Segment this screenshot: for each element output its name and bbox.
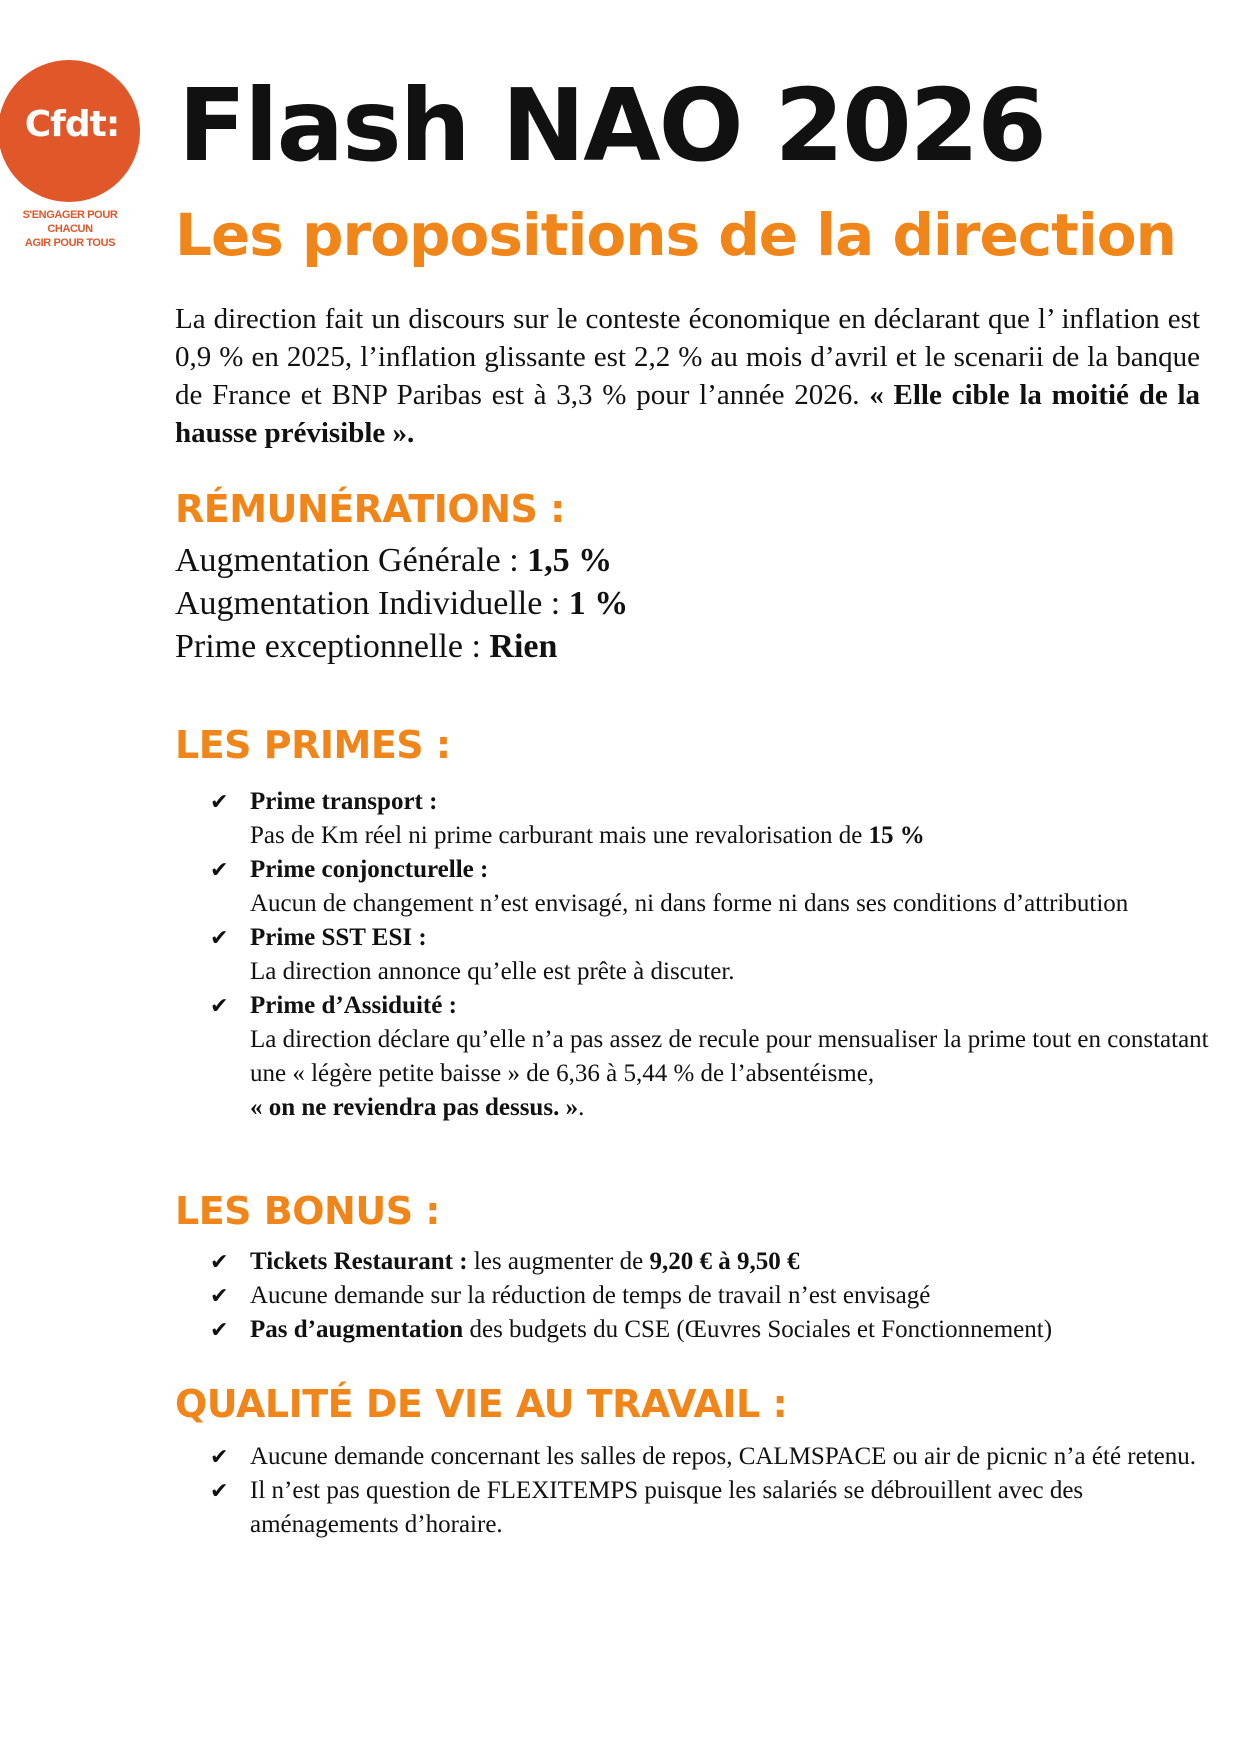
prime-end: . <box>578 1094 585 1121</box>
list-item <box>210 1313 1210 1347</box>
list-item <box>210 921 1210 989</box>
check-icon: ✔ <box>210 994 229 1019</box>
remun-value: Rien <box>489 628 558 665</box>
list-item <box>210 1245 1210 1279</box>
remun-label: Augmentation Générale : <box>175 542 528 579</box>
intro-paragraph <box>175 300 1200 452</box>
intro-text: La direction fait un discours sur le conteste économique en déclarant que l’ inflation est 0,9 % en 2025, l’inflation glissante est 2,2 % au mois d’avril et le scenarii de la banque de France et BNP Paribas est à 3,3 % pour l’année 2026. <box>175 303 1200 411</box>
intro-bold: « Elle cible la moitié de la hausse prévisible ». <box>175 379 1201 449</box>
remun-label: Prime exceptionnelle : <box>175 628 490 665</box>
qvt-list <box>210 1440 1210 1542</box>
logo-slogan-line2: AGIR POUR TOUS <box>24 237 116 249</box>
heading-primes: LES PRIMES : <box>175 723 451 767</box>
remun-label: Augmentation Individuelle : <box>175 585 569 622</box>
check-icon: ✔ <box>210 1284 229 1309</box>
list-item <box>210 1440 1210 1474</box>
remun-value: 1,5 % <box>527 542 613 579</box>
remunerations-list <box>175 539 628 668</box>
bonus-value: 9,20 € à 9,50 € <box>649 1248 800 1275</box>
prime-title: Prime d’Assiduité : <box>250 992 457 1019</box>
primes-list <box>210 785 1210 1125</box>
list-item <box>210 1474 1210 1542</box>
prime-title: Prime conjoncturelle : <box>250 856 489 883</box>
remun-value: 1 % <box>568 585 629 622</box>
logo-slogan-line1: S'ENGAGER POUR CHACUN <box>22 209 118 235</box>
prime-text: Pas de Km réel ni prime carburant mais une revalorisation de <box>250 822 869 849</box>
bonus-text: les augmenter de <box>467 1248 650 1275</box>
bonus-bold: Pas d’augmentation <box>250 1316 464 1343</box>
logo-word: Cfdt: <box>24 104 120 145</box>
list-item <box>210 853 1210 921</box>
check-icon: ✔ <box>210 926 229 951</box>
prime-text: La direction annonce qu’elle est prête à discuter. <box>250 958 735 985</box>
prime-title: Prime SST ESI : <box>250 924 427 951</box>
check-icon: ✔ <box>210 1318 229 1343</box>
check-icon: ✔ <box>210 1445 229 1470</box>
qvt-text: Aucune demande concernant les salles de repos, CALMSPACE ou air de picnic n’a été retenu. <box>250 1443 1197 1470</box>
page-title: Flash NAO 2026 <box>178 67 1045 184</box>
remun-item <box>175 539 628 582</box>
remun-item <box>175 582 628 625</box>
heading-qvt: QUALITÉ DE VIE AU TRAVAIL : <box>175 1382 788 1426</box>
list-item <box>210 1279 1210 1313</box>
remun-item <box>175 625 628 668</box>
check-icon: ✔ <box>210 790 229 815</box>
prime-value: 15 % <box>868 822 925 849</box>
heading-remunerations: RÉMUNÉRATIONS : <box>175 487 565 531</box>
list-item <box>210 989 1210 1125</box>
bonus-text: Aucune demande sur la réduction de temps de travail n’est envisagé <box>250 1282 931 1309</box>
bonus-bold: Tickets Restaurant : <box>250 1248 468 1275</box>
bonus-list <box>210 1245 1210 1347</box>
prime-bold: « on ne reviendra pas dessus. » <box>250 1094 579 1121</box>
prime-title: Prime transport : <box>250 788 438 815</box>
check-icon: ✔ <box>210 1479 229 1504</box>
logo-slogan <box>0 208 140 250</box>
prime-text: Aucun de changement n’est envisagé, ni dans forme ni dans ses conditions d’attribution <box>250 890 1129 917</box>
bonus-text: des budgets du CSE (Œuvres Sociales et Fonctionnement) <box>463 1316 1053 1343</box>
check-icon: ✔ <box>210 858 229 883</box>
list-item <box>210 785 1210 853</box>
qvt-text: Il n’est pas question de FLEXITEMPS puisque les salariés se débrouillent avec des aménagements d’horaire. <box>250 1477 1084 1538</box>
page-subtitle: Les propositions de la direction <box>175 201 1176 269</box>
heading-bonus: LES BONUS : <box>175 1189 440 1233</box>
prime-text: La direction déclare qu’elle n’a pas assez de recule pour mensualiser la prime tout en constatant une « légère petite baisse » de 6,36 à 5,44 % de l’absentéisme, <box>250 1026 1209 1087</box>
check-icon: ✔ <box>210 1250 229 1275</box>
